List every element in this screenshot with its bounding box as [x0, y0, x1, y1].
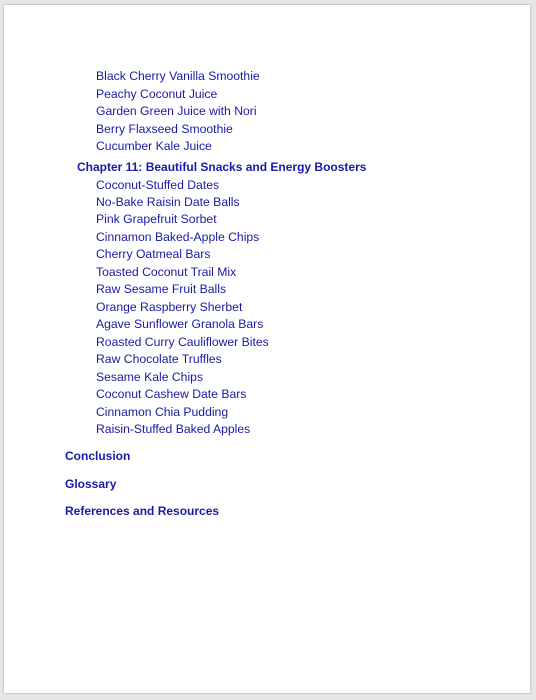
toc-link-agave-sunflower-granola-bars[interactable]: Agave Sunflower Granola Bars: [96, 317, 264, 331]
toc-link-sesame-kale-chips[interactable]: Sesame Kale Chips: [96, 370, 204, 384]
table-of-contents: [4, 5, 530, 693]
toc-link-raw-sesame-fruit-balls[interactable]: Raw Sesame Fruit Balls: [96, 282, 227, 296]
toc-link-glossary[interactable]: Glossary: [65, 477, 117, 491]
document-page: [4, 5, 530, 693]
toc-link-cinnamon-baked-apple-chips[interactable]: Cinnamon Baked-Apple Chips: [96, 230, 260, 244]
toc-link-garden-green-juice[interactable]: Garden Green Juice with Nori: [96, 104, 257, 118]
toc-link-coconut-stuffed-dates[interactable]: Coconut-Stuffed Dates: [96, 178, 220, 192]
toc-link-coconut-cashew-date-bars[interactable]: Coconut Cashew Date Bars: [96, 387, 247, 401]
toc-link-references-and-resources[interactable]: References and Resources: [65, 504, 220, 518]
toc-link-peachy-coconut-juice[interactable]: Peachy Coconut Juice: [96, 87, 218, 101]
toc-link-cucumber-kale-juice[interactable]: Cucumber Kale Juice: [96, 139, 212, 153]
toc-link-toasted-coconut-trail-mix[interactable]: Toasted Coconut Trail Mix: [96, 265, 237, 279]
toc-link-berry-flaxseed-smoothie[interactable]: Berry Flaxseed Smoothie: [96, 122, 233, 136]
toc-link-no-bake-raisin-date-balls[interactable]: No-Bake Raisin Date Balls: [96, 195, 240, 209]
toc-link-roasted-curry-cauliflower-bites[interactable]: Roasted Curry Cauliflower Bites: [96, 335, 269, 349]
toc-link-cherry-oatmeal-bars[interactable]: Cherry Oatmeal Bars: [96, 247, 211, 261]
toc-link-black-cherry-vanilla-smoothie[interactable]: Black Cherry Vanilla Smoothie: [96, 69, 260, 83]
toc-link-raw-chocolate-truffles[interactable]: Raw Chocolate Truffles: [96, 352, 222, 366]
toc-chapter-11-heading[interactable]: Chapter 11: Beautiful Snacks and Energy Boosters: [77, 160, 367, 174]
toc-link-orange-raspberry-sherbet[interactable]: Orange Raspberry Sherbet: [96, 300, 243, 314]
toc-link-pink-grapefruit-sorbet[interactable]: Pink Grapefruit Sorbet: [96, 212, 217, 226]
toc-link-raisin-stuffed-baked-apples[interactable]: Raisin-Stuffed Baked Apples: [96, 422, 251, 436]
toc-link-cinnamon-chia-pudding[interactable]: Cinnamon Chia Pudding: [96, 405, 229, 419]
toc-link-conclusion[interactable]: Conclusion: [65, 449, 131, 463]
